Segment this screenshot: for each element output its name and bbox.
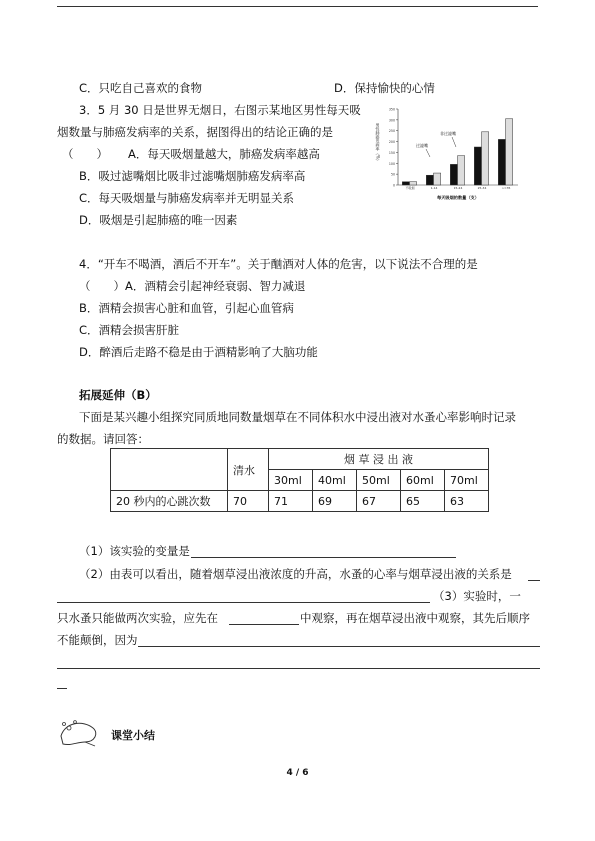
q3-option-d: D．吸烟是引起肺癌的唯一因素: [79, 213, 238, 227]
bar: [426, 175, 433, 185]
q3-stem-2: 烟数量与肺癌发病率的关系，据图得出的结论正确的是: [57, 125, 333, 139]
top-rule: [57, 6, 538, 7]
y-tick-label: 0: [392, 183, 395, 188]
sub-question-2: （2）由表可以看出，随着烟草浸出液浓度的升高，水蚤的心率与烟草浸出液的关系是: [79, 567, 512, 581]
answer-blank-1[interactable]: [191, 557, 456, 558]
sub-question-1: （1）该实验的变量是: [79, 544, 190, 558]
q4-option-b: B．酒精会损害心脏和血管，引起心血管病: [79, 301, 294, 315]
sub-question-3-line-1: 只水蚤只能做两次实验，应先在: [57, 611, 218, 625]
q3-blank: （ ）: [62, 147, 108, 161]
q4-option-d: D．醉酒后走路不稳是由于酒精影响了大脑功能: [79, 345, 318, 359]
bar: [410, 182, 417, 185]
answer-blank-3c[interactable]: [57, 668, 540, 669]
q4-option-c: C．酒精会损害肝脏: [79, 323, 180, 337]
table-header-water: 清水: [228, 449, 269, 491]
y-tick-label: 250: [388, 129, 395, 134]
y-tick-label: 150: [388, 150, 395, 155]
page-number: 4 / 6: [286, 768, 309, 778]
data-table: [110, 448, 489, 512]
x-tick-label: 25-34: [477, 186, 487, 190]
bar: [402, 182, 409, 185]
q2-option-d: D．保持愉快的心情: [334, 81, 435, 95]
ext-intro-2: 的数据。请回答：: [57, 432, 149, 446]
x-tick-label: 1-14: [430, 186, 438, 190]
annotation-pointer: [452, 137, 456, 147]
bar: [458, 156, 465, 185]
q2-option-c: C．只吃自己喜欢的食物: [79, 81, 203, 95]
table-cell: 65: [401, 491, 445, 512]
table-cell: 71: [269, 491, 313, 512]
table-header-volume: 60ml: [401, 470, 445, 491]
bar: [498, 139, 505, 185]
x-tick-label: 15-24: [453, 186, 463, 190]
y-tick-label: 200: [388, 140, 395, 145]
q4-option-a: （ ）A．酒精会引起神经衰弱、智力减退: [79, 279, 306, 293]
ext-intro-1: 下面是某兴趣小组探究同质地同数量烟草在不同体积水中浸出液对水蚤心率影响时记录: [79, 410, 516, 424]
answer-blank-2a[interactable]: [528, 580, 540, 581]
x-axis-label: 每天吸烟的数量（支）: [437, 195, 479, 200]
table-header-volume: 50ml: [357, 470, 401, 491]
sub-question-3-line-2: 中观察，再在烟草浸出液中观察，其先后顺序: [300, 611, 530, 625]
sub-question-3: （3）实验时，一: [433, 589, 521, 603]
annotation-nonfilter: 非过滤嘴: [440, 131, 456, 136]
q3-option-b: B．吸过滤嘴烟比吸非过滤嘴烟肺癌发病率高: [79, 169, 306, 183]
lung-cancer-bar-chart: [368, 103, 520, 203]
q4-stem: 4．“开车不喝酒，酒后不开车”。关于酗酒对人体的危害，以下说法不合理的是: [79, 257, 478, 271]
bar: [434, 173, 441, 185]
table-cell: 69: [313, 491, 357, 512]
x-tick-label: 不吸烟: [405, 186, 415, 190]
y-axis-label: 男性肺癌发病率（%）: [375, 123, 381, 163]
answer-blank-3a[interactable]: [229, 624, 299, 625]
answer-blank-3d[interactable]: [57, 688, 67, 689]
bar: [474, 147, 481, 185]
y-tick-label: 100: [388, 161, 395, 166]
class-summary-logo: [55, 716, 165, 748]
sub-question-3-line-3: 不能颠倒，因为: [57, 633, 138, 647]
table-cell: 67: [357, 491, 401, 512]
q3-option-a: A．每天吸烟量越大，肺癌发病率越高: [128, 147, 320, 161]
table-row-label: 20 秒内的心跳次数: [111, 491, 228, 512]
y-tick-label: 300: [388, 118, 395, 123]
answer-blank-2b[interactable]: [57, 602, 430, 603]
y-tick-label: 350: [388, 107, 395, 112]
y-tick-label: 50: [390, 172, 395, 177]
q3-stem-1: 3．5 月 30 日是世界无烟日，右图示某地区男性每天吸: [79, 103, 361, 117]
annotation-pointer: [426, 149, 430, 157]
q3-option-c: C．每天吸烟量与肺癌发病率并无明显关系: [79, 191, 295, 205]
table-cell: 70: [228, 491, 269, 512]
table-corner-cell: [111, 449, 228, 491]
logo-text: 课堂小结: [111, 729, 155, 742]
table-header-volume: 30ml: [269, 470, 313, 491]
bar: [450, 164, 457, 185]
answer-blank-3b[interactable]: [138, 646, 540, 647]
bar: [482, 132, 489, 185]
x-tick-label: >=35: [501, 186, 511, 190]
table-header-volume: 70ml: [445, 470, 489, 491]
table-header-extract: 烟 草 浸 出 液: [269, 449, 489, 470]
annotation-filter: 过滤嘴: [416, 143, 428, 148]
table-header-volume: 40ml: [313, 470, 357, 491]
section-heading: 拓展延伸（B）: [79, 388, 157, 402]
table-cell: 63: [445, 491, 489, 512]
bar: [506, 119, 513, 185]
